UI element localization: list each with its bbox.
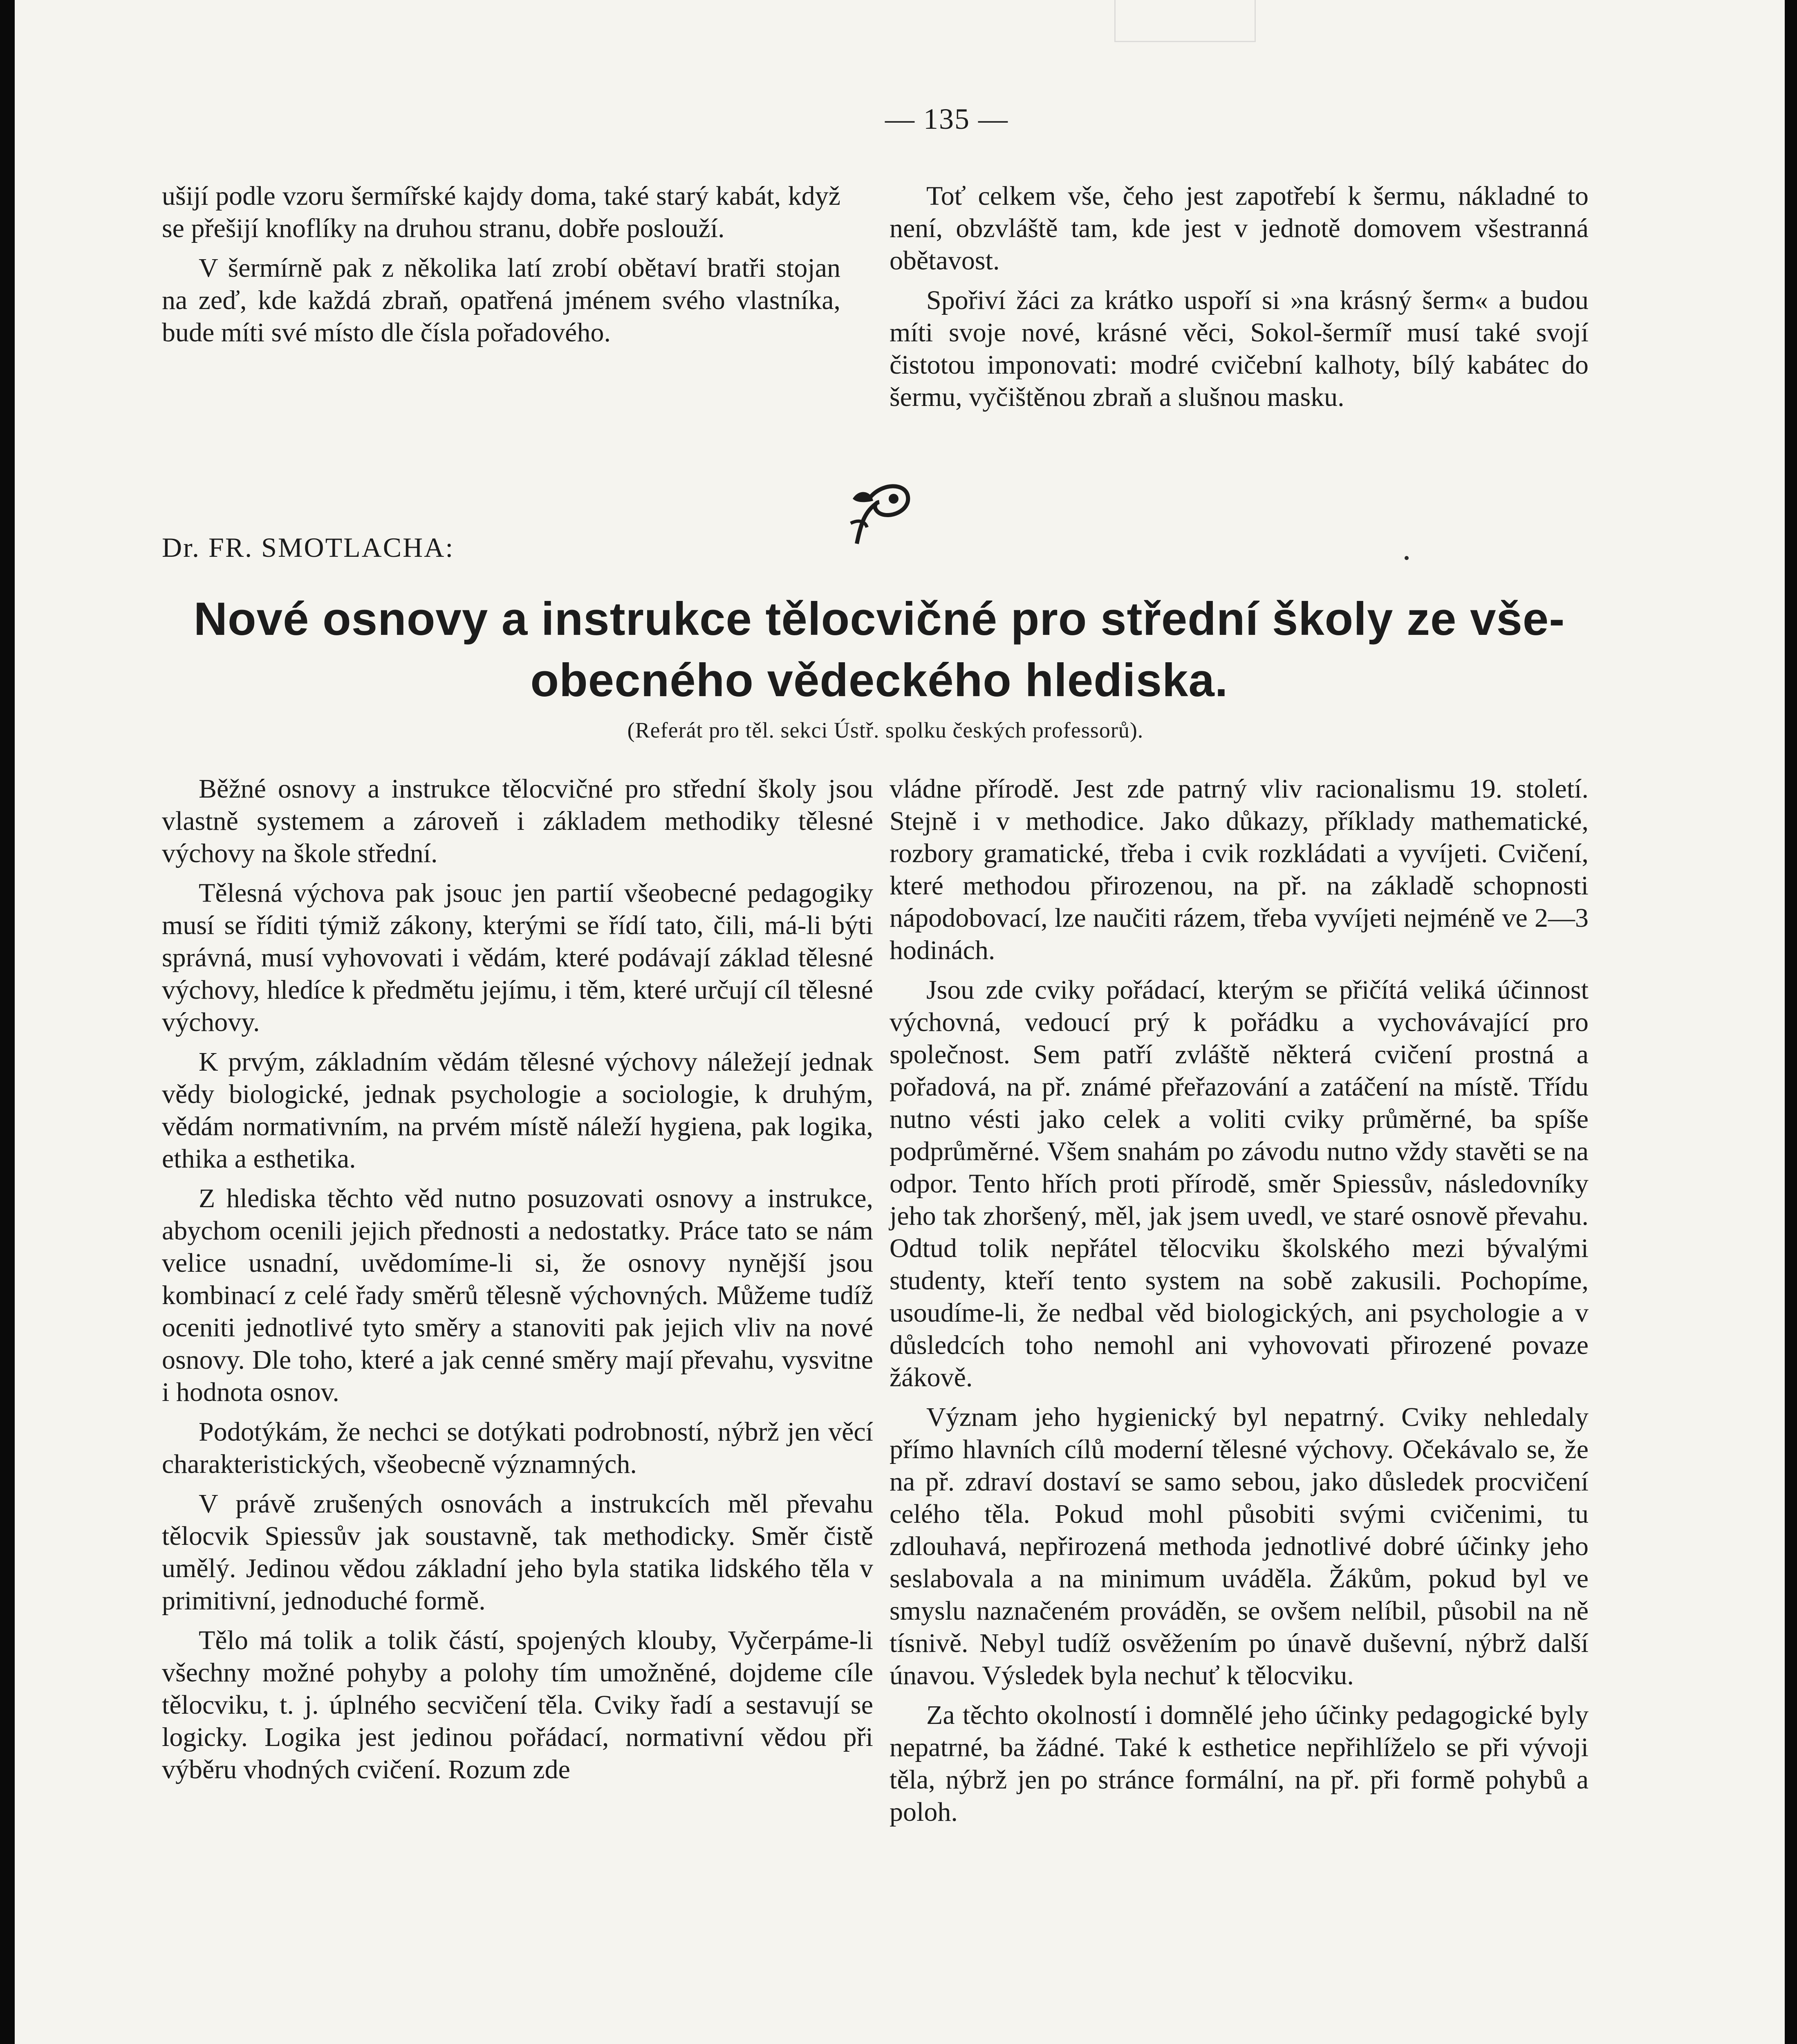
- title-line-2: obecného vědeckého hlediska.: [530, 654, 1228, 706]
- top-right-column: [890, 180, 1589, 421]
- paragraph: Podotýkám, že nechci se dotýkati podrobností, nýbrž jen věcí charakteristických, všeobecně významných.: [162, 1417, 873, 1479]
- paragraph: Jsou zde cviky pořádací, kterým se přičítá veliká účinnost výchovná, vedoucí prý k pořádku a vychovávající pro společnost. Sem patří zvláště některá cvičení prostná a pořadová, na př. známé přeřazování a zatáčení na místě. Třídu nutno vésti jako celek a voliti cviky průměrné, ba spíše podprůměrné. Všem snahám po závodu nutno vždy stavěti se na odpor. Tento hřích proti přírodě, směr Spiessův, následovníky jeho tak zhoršený, měl, jak jsem uvedl, ve staré osnově převahu. Odtud tolik nepřátel tělocviku školského mezi bývalými studenty, kteří tento system na sobě zakusili. Pochopíme, usoudíme-li, že nedbal věd biologických, ani psychologie a v důsledcích toho nemohl ani vyhovovati přirozené povaze žákově.: [890, 975, 1589, 1392]
- paragraph: Význam jeho hygienický byl nepatrný. Cviky nehledaly přímo hlavních cílů moderní tělesné výchovy. Očekávalo se, že na př. zdraví dostaví se samo sebou, jako důsledek procvičení celého těla. Pokud mohl působiti svými cvičenimi, tu zdlouhavá, nepřirozená methoda jednotlivé dobré účinky jeho seslabovala a na minimum uváděla. Žákům, pokud byl ve smyslu naznačeném prováděn, se ovšem nelíbil, působil na ně tísnivě. Nebyl tudíž osvěžením po únavě duševní, nýbrž další únavou. Výsledek byla nechuť k tělocviku.: [890, 1402, 1589, 1690]
- paragraph: Tělesná výchova pak jsouc jen partií všeobecné pedagogiky musí se říditi týmiž zákony, kterými se řídí tato, čili, má-li býti správná, musí vyhovovati i vědám, které podávají základ tělesné výchovy, hledíce k předmětu jejímu, i těm, které určují cíl tělesné výchovy.: [162, 878, 873, 1037]
- paragraph: ušijí podle vzoru šermířské kajdy doma, také starý kabát, když se přešijí knoflíky na druhou stranu, dobře poslouží.: [162, 181, 840, 243]
- library-stamp: [1114, 0, 1256, 42]
- print-speck: [1405, 556, 1409, 560]
- article-title: [162, 589, 1597, 711]
- paragraph: Z hlediska těchto věd nutno posuzovati osnovy a instrukce, abychom ocenili jejich přednosti a nedostatky. Práce tato se nám velice usnadní, uvědomíme-li si, že osnovy nynější jsou kombinací z celé řady směrů tělesně výchovných. Můžeme tudíž oceniti jednotlivé tyto směry a stanoviti pak jejich vliv na nové osnovy. Dle toho, které a jak cenné směry mají převahu, vysvitne i hodnota osnov.: [162, 1183, 873, 1407]
- paragraph: Toť celkem vše, čeho jest zapotřebí k šermu, nákladné to není, obzvláště tam, kde jest v jednotě domovem všestranná obětavost.: [890, 181, 1589, 276]
- paragraph: Běžné osnovy a instrukce tělocvičné pro střední školy jsou vlastně systemem a zároveň i základem methodiky tělesné výchovy na škole střední.: [162, 774, 873, 868]
- paragraph: Spořiví žáci za krátko uspoří si »na krásný šerm« a budou míti svoje nové, krásné věci, Sokol-šermíř musí také svojí čistotou imponovati: modré cvičební kalhoty, bílý kabátec do šermu, vyčištěnou zbraň a slušnou masku.: [890, 285, 1589, 412]
- body-left-column: [162, 773, 873, 1793]
- paragraph: Tělo má tolik a tolik částí, spojených klouby, Vyčerpáme-li všechny možné pohyby a polohy tím umožněné, dojdeme cíle tělocviku, t. j. úplného secvičení těla. Cviky řadí a sestavují se logicky. Logika jest jedinou pořádací, normativní vědou při výběru vhodných cvičení. Rozum zde: [162, 1625, 873, 1784]
- body-right-column: [890, 773, 1589, 1836]
- floral-ornament-icon: [840, 474, 914, 552]
- paragraph: V právě zrušených osnovách a instrukcích měl převahu tělocvik Spiessův jak soustavně, tak methodicky. Směr čistě umělý. Jedinou vědou základní jeho byla statika lidského těla v primitivní, jednoduché formě.: [162, 1489, 873, 1616]
- paragraph: K prvým, základním vědám tělesné výchovy náležejí jednak vědy biologické, jednak psychologie a sociologie, k druhým, vědám normativním, na prvém místě náleží hygiena, pak logika, ethika a esthetika.: [162, 1047, 873, 1174]
- article-subtitle: (Referát pro těl. sekci Ústř. spolku českých professorů).: [627, 718, 1144, 742]
- article-author: Dr. FR. SMOTLACHA:: [162, 532, 455, 563]
- paragraph: Za těchto okolností i domnělé jeho účinky pedagogické byly nepatrné, ba žádné. Také k esthetice nepřihlíželo se při vývoji těla, nýbrž jen po stránce formální, na př. při formě pohybů a poloh.: [890, 1700, 1589, 1827]
- paragraph: vládne přírodě. Jest zde patrný vliv racionalismu 19. století. Stejně i v methodice. Jako důkazy, příklady mathematické, rozbory gramatické, třeba i cvik rozkládati a vyvíjeti. Cvičení, které methodou přirozenou, na př. na základě schopnosti nápodobovací, lze naučiti rázem, třeba vyvíjeti nejméně ve 2—3 hodinách.: [890, 774, 1589, 965]
- top-left-column: [162, 180, 840, 356]
- scanned-page: [15, 0, 1785, 2044]
- title-line-1: Nové osnovy a instrukce tělocvičné pro střední školy ze vše-: [193, 593, 1565, 645]
- paragraph: V šermírně pak z několika latí zrobí obětaví bratři stojan na zeď, kde každá zbraň, opatřená jménem svého vlastníka, bude míti své místo dle čísla pořadového.: [162, 253, 840, 347]
- page-number: — 135 —: [885, 103, 1008, 135]
